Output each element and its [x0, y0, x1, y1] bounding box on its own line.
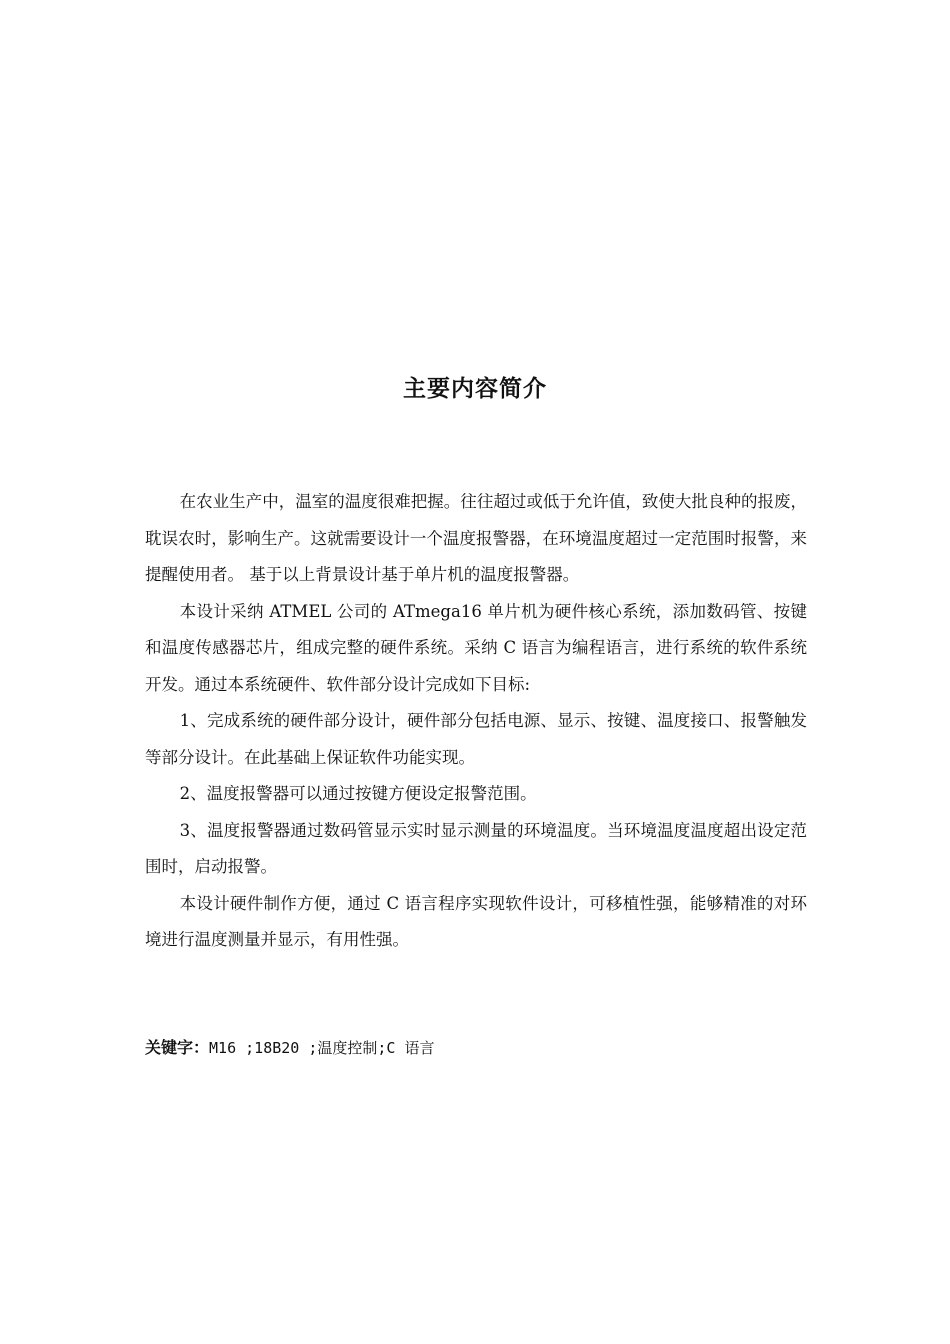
- paragraph-goal-2: 2、温度报警器可以通过按键方便设定报警范围。: [179, 784, 537, 803]
- keywords-line: [145, 1034, 807, 1062]
- page-title: 主要内容简介: [403, 376, 547, 402]
- paragraph-goal-1: 1、完成系统的硬件部分设计，硬件部分包括电源、显示、按键、温度接口、报警触发等部分设计。在此基础上保证软件功能实现。: [145, 711, 807, 767]
- keywords-label: 关键字：: [145, 1038, 210, 1057]
- paragraph-background: 在农业生产中，温室的温度很难把握。往往超过或低于允许值，致使大批良种的报废，耽误农时，影响生产。这就需要设计一个温度报警器，在环境温度超过一定范围时报警，来提醒使用者。 基于以上背景设计基于单片机的温度报警器。: [145, 492, 807, 584]
- keywords-value: M16 ;18B20 ;温度控制;C 语言: [209, 1039, 435, 1057]
- body-text: [145, 484, 807, 959]
- paragraph-summary: 本设计硬件制作方便，通过 C 语言程序实现软件设计，可移植性强，能够精准的对环境进行温度测量并显示，有用性强。: [145, 893, 807, 949]
- paragraph-design: 本设计采纳 ATMEL 公司的 ATmega16 单片机为硬件核心系统，添加数码管、按键和温度传感器芯片，组成完整的硬件系统。采纳 C 语言为编程语言，进行系统的软件系统开发。通过本系统硬件、软件部分设计完成如下目标:: [145, 601, 807, 694]
- paragraph-goal-3: 3、温度报警器通过数码管显示实时显示测量的环境温度。当环境温度温度超出设定范围时，启动报警。: [145, 820, 807, 876]
